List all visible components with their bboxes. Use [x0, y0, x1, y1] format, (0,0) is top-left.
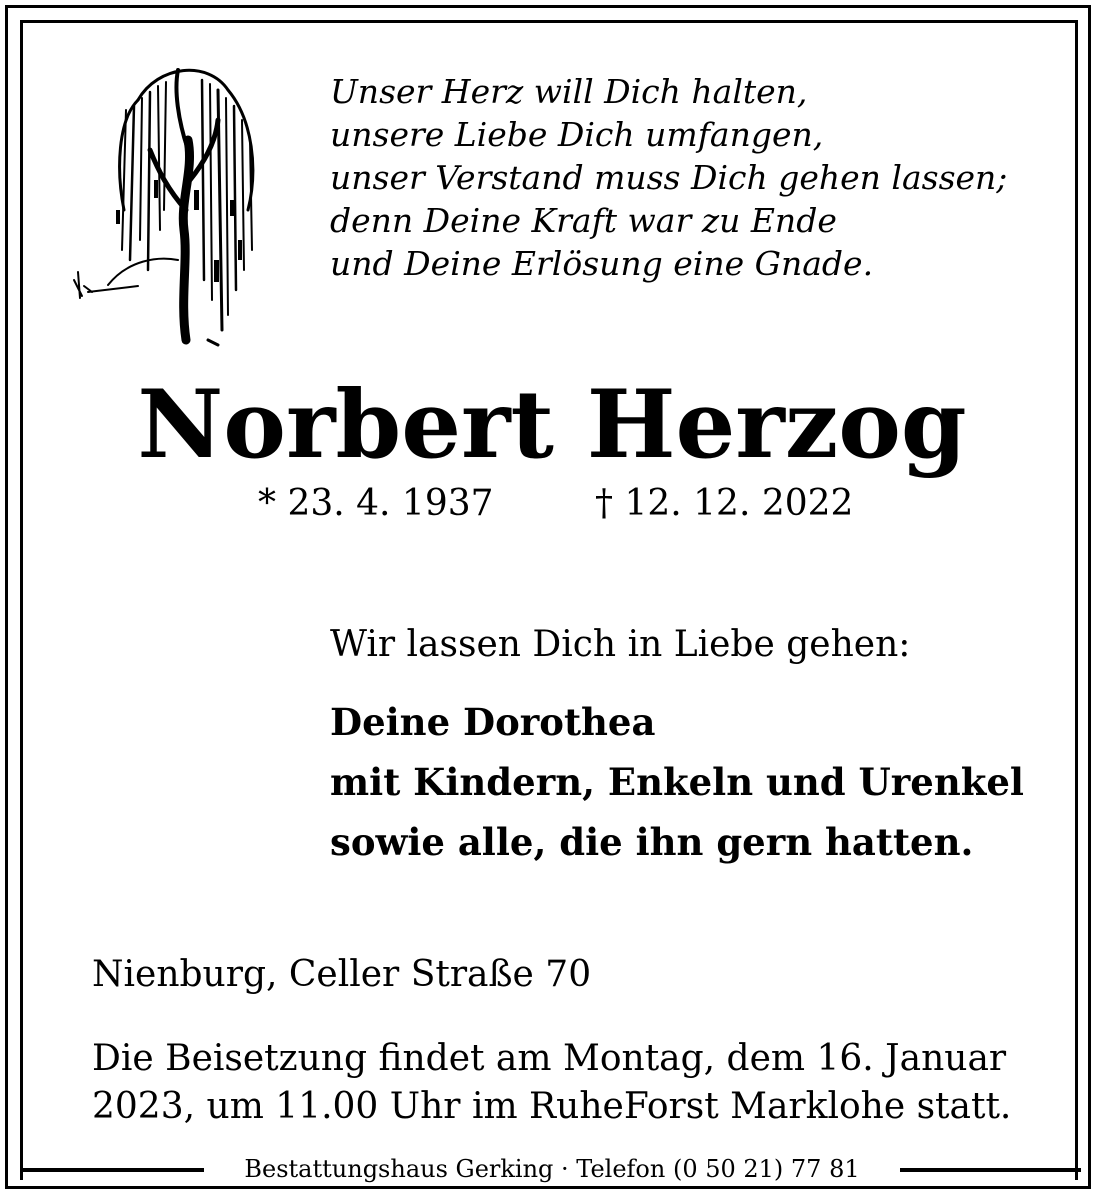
mourner-line: mit Kindern, Enkeln und Urenkel: [330, 760, 1024, 804]
poem-line: denn Deine Kraft war zu Ende: [330, 201, 837, 240]
poem-line: Unser Herz will Dich halten,: [330, 72, 808, 111]
burial-line: 2023, um 11.00 Uhr im RuheForst Marklohe statt.: [92, 1086, 1012, 1127]
death-date: † 12. 12. 2022: [595, 483, 854, 524]
birth-date: * 23. 4. 1937: [258, 483, 494, 524]
funeral-home-footer: [0, 1153, 1104, 1185]
burial-notice: [92, 1035, 1011, 1131]
poem-verse: [330, 70, 1007, 285]
mourners-intro: Wir lassen Dich in Liebe gehen:: [330, 624, 911, 665]
mourner-line: sowie alle, die ihn gern hatten.: [330, 820, 974, 864]
poem-line: unser Verstand muss Dich gehen lassen;: [330, 158, 1008, 197]
footer-text: Bestattungshaus Gerking · Telefon (0 50 21) 77 81: [234, 1155, 869, 1183]
deceased-name: Norbert Herzog: [137, 370, 967, 480]
address: Nienburg, Celler Straße 70: [92, 954, 592, 995]
willow-tree-icon: [68, 60, 278, 350]
burial-line: Die Beisetzung findet am Montag, dem 16. Januar: [92, 1038, 1007, 1079]
poem-line: unsere Liebe Dich umfangen,: [330, 115, 824, 154]
mourner-line: Deine Dorothea: [330, 700, 656, 744]
poem-line: und Deine Erlösung eine Gnade.: [330, 244, 874, 283]
mourners-list: [330, 692, 1024, 872]
